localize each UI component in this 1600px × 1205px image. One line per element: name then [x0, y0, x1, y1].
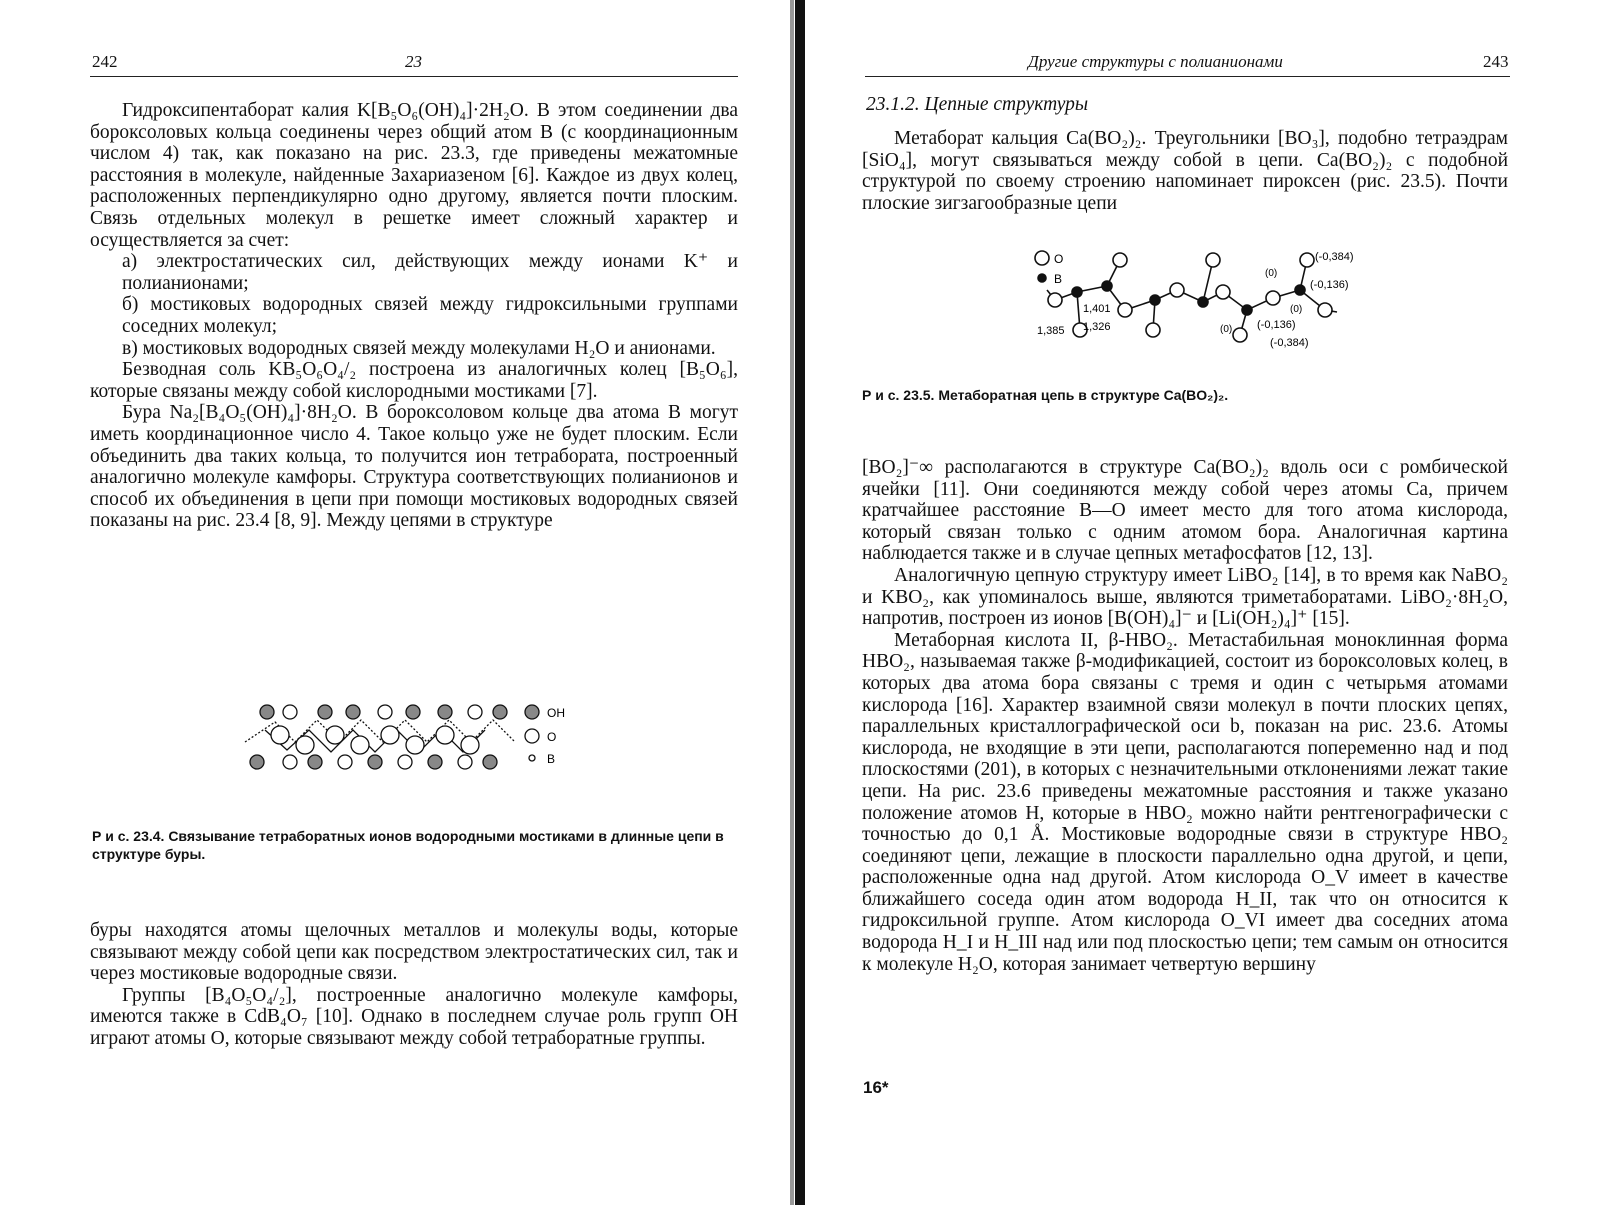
text-column-top: [862, 128, 1508, 214]
legend-oh: OH: [547, 706, 565, 720]
label-value: 1,385: [1037, 325, 1065, 337]
label-value: (0): [1290, 304, 1303, 315]
label-value: (-0,384): [1315, 251, 1354, 263]
paragraph: Метаборная кислота II, β-HBO₂. Метастабильная моноклинная форма HBO₂, называемая также β-модификацией, состоит из бороксоловых колец, в которых два атома бора связаны с тремя и один с четырьмя атомами кислорода [16]. Характер взаимной связи молекул в почти плоских цепях, параллельных кристаллографической оси b, показан на рис. 23.6. Атомы кислорода, не входящие в эти цепи, располагаются попеременно над и под плоскостями (201), в которых с незначительными отклонениями лежат такие цепи. На рис. 23.6 приведены межатомные расстояния и также указано положение атомов H, которые в HBO₂ можно найти рентгенографически с точностью до 0,1 Å. Мостиковые водородные связи в структуре HBO₂ соединяют цепи, лежащие в плоскости параллельно одна другой, и цепи, расположенные одна над другой. Атом кислорода O_V имеет в качестве ближайшего соседа один атом водорода H_II, так что он относится к гидроксильной группе. Атом кислорода O_VI имеет два соседних атома водорода H_I и H_III над или под плоскостью цепи; тем самым он относится к молекуле H₂O, которая занимает четвертую вершину: [862, 629, 1508, 975]
paragraph: Бура Na₂[B₄O₅(OH)₄]·8H₂O. В бороксоловом кольце два атома В могут иметь координационное число 4. Такое кольцо уже не будет плоским. Если объединить два таких кольца, то получится ион тетрабората, построенный аналогично молекуле камфоры. Структура соответствующих полианионов и способ их объединения в цепи при помощи мостиковых водородных связей показаны на рис. 23.4 [8, 9]. Между цепями в структуре: [90, 402, 738, 532]
label-value: 1,401: [1083, 303, 1111, 315]
header-rule: [90, 76, 738, 77]
figure-caption: Р и с. 23.5. Метаборатная цепь в структуре Ca(BO₂)₂.: [862, 387, 1229, 403]
paragraph: Группы [B₄O₅O₄/₂], построенные аналогично молекуле камфоры, имеются также в CdB₄O₇ [10]. Однако в последнем случае роль групп OH играют атомы O, которые связывают между собой тетраборатные группы.: [90, 984, 738, 1049]
legend-b: B: [547, 752, 556, 766]
figure-23-5-metaborate-chain: [1025, 240, 1385, 360]
label-value: (0): [1265, 268, 1278, 279]
page-number: 243: [1483, 52, 1509, 71]
paragraph: Метаборат кальция Ca(BO₂)₂. Треугольники [BO₃], подобно тетраэдрам [SiO₄], могут связываться между собой в цепи. Ca(BO₂)₂ с подобной структурой по своему строению напоминает пироксен (рис. 23.5). Почти плоские зигзагообразные цепи: [862, 128, 1508, 214]
list-item: в) мостиковых водородных связей между молекулами H₂O и анионами.: [122, 337, 716, 359]
label-value: (0): [1220, 324, 1233, 335]
running-header: Другие структуры с полианионами: [1028, 52, 1283, 71]
paragraph: Гидроксипентаборат калия K[B₅O₆(OH)₄]·2H₂O. В этом соединении два бороксоловых кольца соединены через общий атом В (с координационным числом 4) так, как показано на рис. 23.3, где приведены межатомные расстояния в молекуле, найденные Захариазеном [6]. Каждое из двух колец, расположенных перпендикулярно одно другому, является почти плоским. Связь отдельных молекул в решетке имеет сложный характер и осуществляется за счет:: [90, 100, 738, 251]
legend-o: O: [547, 730, 557, 744]
label-value: (-0,136): [1257, 319, 1296, 331]
label-value: (-0,136): [1310, 279, 1349, 291]
page-number: 242: [92, 52, 118, 71]
paragraph: буры находятся атомы щелочных металлов и молекулы воды, которые связывают между собой цепи как посредством электростатических сил, так и через мостиковые водородные связи.: [90, 920, 738, 985]
list-item: б) мостиковых водородных связей между гидроксильными группами соседних молекул;: [122, 294, 738, 337]
section-title: 23.1.2. Цепные структуры: [866, 94, 1089, 115]
legend-b: B: [1054, 272, 1063, 286]
chapter-number: 23: [405, 52, 422, 71]
text-column-bottom: [862, 457, 1508, 975]
label-value: 1,326: [1083, 321, 1111, 333]
signature-mark: 16*: [863, 1078, 889, 1097]
text-column-bottom: [90, 920, 738, 1050]
label-value: (-0,384): [1270, 337, 1309, 349]
header-rule: [865, 76, 1510, 77]
list-item: а) электростатических сил, действующих между ионами K⁺ и полианионами;: [122, 251, 738, 294]
figure-caption: Р и с. 23.4. Связывание тетраборатных ионов водородными мостиками в длинные цепи в структуре буры.: [92, 828, 724, 862]
paragraph: Аналогичную цепную структуру имеет LiBO₂ [14], в то время как NaBO₂ и KBO₂, как упоминалось выше, являются триметаборатами. LiBO₂·8H₂O, напротив, построен из ионов [B(OH)₄]⁻ и [Li(OH₂)₄]⁺ [15].: [862, 564, 1508, 630]
figure-23-4-tetraborate-chain: [235, 690, 595, 785]
text-column-top: [90, 100, 738, 532]
paragraph: Безводная соль KB₅O₆O₄/₂ построена из аналогичных колец [B₅O₆], которые связаны между собой кислородными мостиками [7].: [90, 359, 738, 402]
paragraph: [BO₂]⁻∞ располагаются в структуре Ca(BO₂)₂ вдоль оси c ромбической ячейки [11]. Они соединяются между собой через атомы Ca, причем кратчайшее расстояние B—O имеет место для того атома кислорода, который связан только с одним атомом бора. Аналогичная картина наблюдается также и в случае цепных метафосфатов [12, 13].: [862, 457, 1508, 565]
right-page: [800, 0, 1600, 1205]
legend-o: O: [1054, 252, 1064, 266]
